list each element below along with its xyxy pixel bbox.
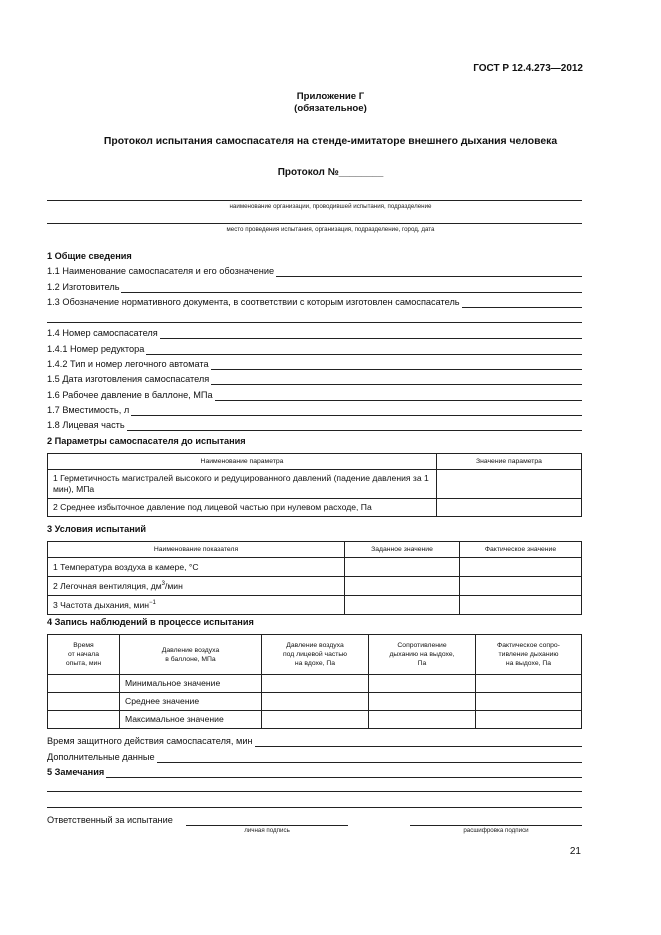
value-cell bbox=[262, 675, 369, 693]
field-label: 1.4.2 Тип и номер легочного автомата bbox=[47, 359, 209, 369]
section2-title: 2 Параметры самоспасателя до испытания bbox=[47, 436, 246, 446]
conditions-table bbox=[47, 541, 582, 615]
field-row bbox=[47, 388, 582, 401]
field-label: 1.8 Лицевая часть bbox=[47, 420, 125, 430]
field-label: 1.7 Вместимость, л bbox=[47, 405, 130, 415]
section5-title: 5 Замечания bbox=[47, 767, 105, 777]
param-name-cell: 2 Среднее избыточное давление под лицевой частью при нулевом расходе, Па bbox=[48, 499, 437, 517]
time-cell bbox=[48, 693, 120, 711]
field-label: Время защитного действия самоспасателя, мин bbox=[47, 736, 253, 746]
value-cell bbox=[262, 711, 369, 729]
header-actual-value: Фактическое значение bbox=[460, 542, 582, 558]
continuation-line bbox=[47, 322, 582, 323]
parameters-table bbox=[47, 453, 582, 517]
field-row bbox=[47, 418, 582, 431]
page-number: 21 bbox=[569, 846, 581, 857]
remarks-line bbox=[47, 807, 582, 808]
set-value-cell bbox=[345, 558, 460, 577]
field-label: 1.4.1 Номер редуктора bbox=[47, 344, 145, 354]
stat-label-cell: Среднее значение bbox=[120, 693, 262, 711]
field-label: Дополнительные данные bbox=[47, 752, 155, 762]
place-line bbox=[47, 223, 582, 224]
param-name-cell: 1 Герметичность магистралей высокого и редуцированного давлений (падение давления за 1 мин), МПа bbox=[48, 470, 437, 499]
actual-value-cell bbox=[460, 577, 582, 596]
decoding-line bbox=[410, 825, 582, 826]
unit-superscript: −1 bbox=[149, 599, 156, 606]
actual-value-cell bbox=[460, 558, 582, 577]
indicator-text: 1 Температура воздуха в камере, °С bbox=[53, 561, 199, 572]
stat-label-cell: Минимальное значение bbox=[120, 675, 262, 693]
header-mask-pressure: Давление воздуха под лицевой частью на вдохе, Па bbox=[262, 635, 369, 675]
document-title: Протокол испытания самоспасателя на стенде-имитаторе внешнего дыхания человека bbox=[103, 136, 558, 147]
section3-title: 3 Условия испытаний bbox=[47, 524, 147, 534]
unit-superscript: 3 bbox=[161, 580, 165, 587]
set-value-cell bbox=[345, 577, 460, 596]
field-label: 1.3 Обозначение нормативного документа, в соответствии с которым изготовлен самоспасатель bbox=[47, 297, 460, 307]
actual-value-cell bbox=[460, 596, 582, 615]
header-cylinder-pressure: Давление воздуха в баллоне, МПа bbox=[120, 635, 262, 675]
place-caption: место проведения испытания, организация, подразделение, город, дата bbox=[226, 226, 435, 233]
section4-title: 4 Запись наблюдений в процессе испытания bbox=[47, 617, 254, 627]
field-row bbox=[47, 264, 582, 277]
field-label: 1.4 Номер самоспасателя bbox=[47, 328, 158, 338]
field-row bbox=[47, 734, 582, 747]
value-cell bbox=[476, 675, 582, 693]
indicator-text: 2 Легочная вентиляция, дм bbox=[53, 580, 162, 591]
field-row bbox=[47, 357, 582, 370]
indicator-cell bbox=[48, 577, 345, 596]
field-row bbox=[47, 750, 582, 763]
indicator-text: 3 Частота дыхания, мин bbox=[53, 599, 150, 610]
field-row bbox=[47, 295, 582, 308]
value-cell bbox=[476, 711, 582, 729]
header-indicator: Наименование показателя bbox=[48, 542, 345, 558]
indicator-cell bbox=[48, 596, 345, 615]
field-label: 1.5 Дата изготовления самоспасателя bbox=[47, 374, 210, 384]
header-exhale-resistance: Сопротивление дыханию на выдохе, Па bbox=[369, 635, 476, 675]
signature-caption: личная подпись bbox=[244, 827, 290, 834]
remarks-line bbox=[47, 791, 582, 792]
header-param-name: Наименование параметра bbox=[48, 454, 437, 470]
header-set-value: Заданное значение bbox=[345, 542, 460, 558]
field-row bbox=[47, 372, 582, 385]
time-cell bbox=[48, 675, 120, 693]
field-row bbox=[47, 403, 582, 416]
org-line bbox=[47, 200, 582, 201]
signature-line bbox=[186, 825, 348, 826]
field-label: 1.6 Рабочее давление в баллоне, МПа bbox=[47, 390, 213, 400]
unit-suffix: /мин bbox=[164, 580, 183, 591]
field-row bbox=[47, 280, 582, 293]
responsible-label: Ответственный за испытание bbox=[47, 815, 173, 825]
protocol-number-label: Протокол №________ bbox=[277, 167, 384, 178]
field-row bbox=[47, 326, 582, 339]
value-cell bbox=[262, 693, 369, 711]
field-label: 1.2 Изготовитель bbox=[47, 282, 120, 292]
field-row bbox=[47, 342, 582, 355]
field-row bbox=[47, 765, 582, 778]
header-param-value: Значение параметра bbox=[437, 454, 582, 470]
header-actual-resistance: Фактическое сопро- тивление дыханию на выдохе, Па bbox=[476, 635, 582, 675]
appendix-note: (обязательное) bbox=[294, 103, 367, 114]
appendix-title: Приложение Г bbox=[296, 91, 365, 102]
org-caption: наименование организации, проводившей испытания, подразделение bbox=[229, 203, 432, 210]
value-cell bbox=[476, 693, 582, 711]
header-time: Время от начала опыта, мин bbox=[48, 635, 120, 675]
time-cell bbox=[48, 711, 120, 729]
value-cell bbox=[369, 675, 476, 693]
section1-title: 1 Общие сведения bbox=[47, 251, 132, 261]
indicator-cell bbox=[48, 558, 345, 577]
observations-table bbox=[47, 634, 582, 729]
value-cell bbox=[369, 711, 476, 729]
set-value-cell bbox=[345, 596, 460, 615]
value-cell bbox=[369, 693, 476, 711]
param-value-cell bbox=[437, 470, 582, 499]
param-value-cell bbox=[437, 499, 582, 517]
field-label: 1.1 Наименование самоспасателя и его обозначение bbox=[47, 266, 275, 276]
standard-number: ГОСТ Р 12.4.273—2012 bbox=[473, 63, 583, 74]
decoding-caption: расшифровка подписи bbox=[463, 827, 529, 834]
stat-label-cell: Максимальное значение bbox=[120, 711, 262, 729]
